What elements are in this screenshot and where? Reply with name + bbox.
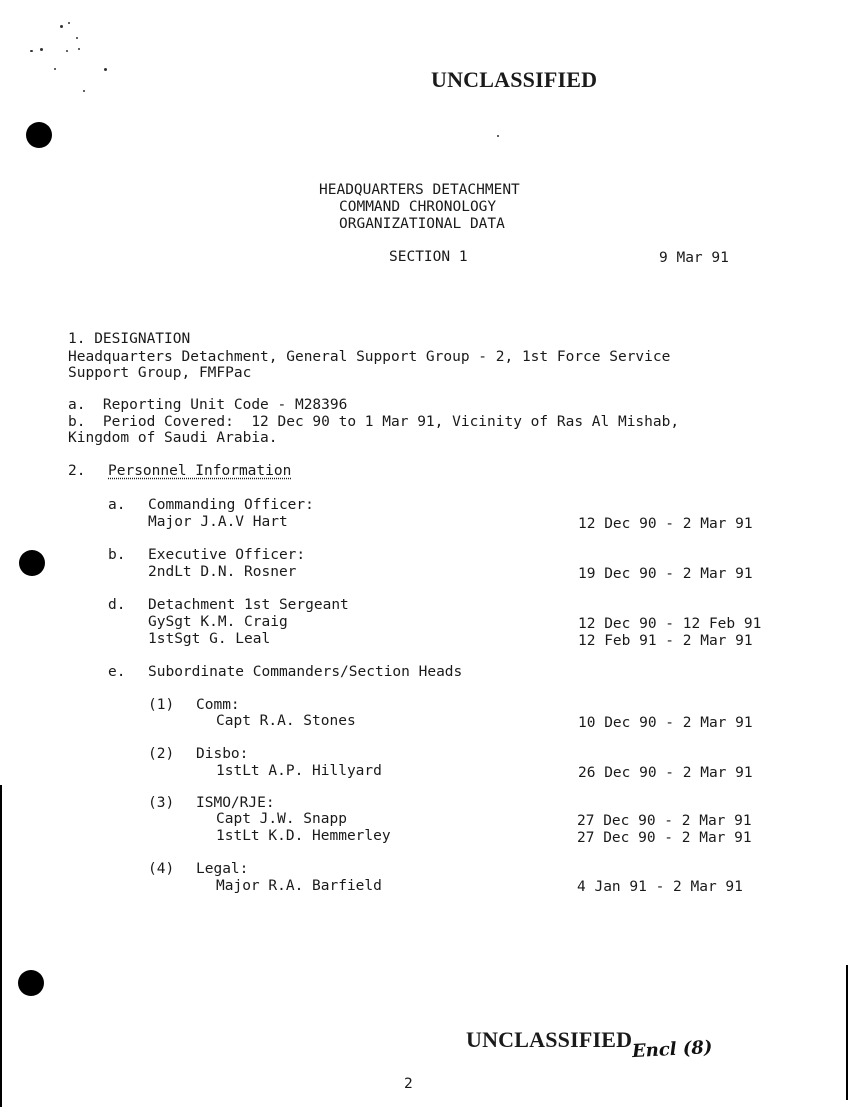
ismo-number: (3)	[148, 795, 175, 811]
doc-title-line-2: COMMAND CHRONOLOGY	[339, 199, 497, 215]
disbo-number: (2)	[148, 746, 175, 762]
comm-name: Capt R.A. Stones	[216, 713, 356, 729]
ismo-name: 1stLt K.D. Hemmerley	[216, 828, 391, 844]
personnel-number: 2.	[68, 463, 86, 479]
xo-dates: 19 Dec 90 - 2 Mar 91	[578, 566, 753, 582]
punch-hole-top	[26, 122, 52, 148]
first-sgt-name: GySgt K.M. Craig	[148, 614, 288, 630]
section-label: SECTION 1	[389, 249, 468, 265]
scan-speck	[83, 90, 85, 92]
ismo-name: Capt J.W. Snapp	[216, 811, 347, 827]
subordinate-letter: e.	[108, 664, 126, 680]
scan-edge-left	[0, 785, 2, 1107]
comm-number: (1)	[148, 697, 175, 713]
scan-speck	[54, 68, 56, 70]
co-dates: 12 Dec 90 - 2 Mar 91	[578, 516, 753, 532]
designation-heading: 1. DESIGNATION	[68, 331, 191, 347]
scan-speck	[68, 22, 70, 24]
co-title: Commanding Officer:	[148, 497, 314, 513]
first-sgt-dates: 12 Feb 91 - 2 Mar 91	[578, 633, 753, 649]
legal-dates: 4 Jan 91 - 2 Mar 91	[577, 879, 743, 895]
xo-name: 2ndLt D.N. Rosner	[148, 564, 297, 580]
co-name: Major J.A.V Hart	[148, 514, 288, 530]
scan-speck	[30, 50, 33, 52]
scan-speck	[104, 68, 107, 71]
personnel-heading: Personnel Information	[108, 463, 292, 479]
handwritten-enclosure-note: Encl (8)	[631, 1036, 713, 1063]
first-sgt-letter: d.	[108, 597, 126, 613]
classification-top: UNCLASSIFIED	[431, 67, 598, 92]
legal-number: (4)	[148, 861, 175, 877]
scan-speck	[66, 50, 68, 52]
doc-title-line-1: HEADQUARTERS DETACHMENT	[319, 182, 520, 198]
scan-speck	[497, 135, 499, 137]
document-date: 9 Mar 91	[659, 250, 729, 266]
punch-hole-bottom	[18, 970, 44, 996]
period-covered-line-1: b. Period Covered: 12 Dec 90 to 1 Mar 91, Vicinity of Ras Al Mishab,	[68, 414, 680, 430]
co-letter: a.	[108, 497, 126, 513]
scan-speck	[40, 48, 43, 51]
disbo-dates: 26 Dec 90 - 2 Mar 91	[578, 765, 753, 781]
page-number: 2	[404, 1076, 413, 1092]
ismo-dates: 27 Dec 90 - 2 Mar 91	[577, 813, 752, 829]
disbo-label: Disbo:	[196, 746, 249, 762]
scan-edge-right	[846, 965, 848, 1100]
disbo-name: 1stLt A.P. Hillyard	[216, 763, 382, 779]
designation-line-2: Support Group, FMFPac	[68, 365, 252, 381]
period-covered-line-2: Kingdom of Saudi Arabia.	[68, 430, 278, 446]
designation-line-1: Headquarters Detachment, General Support Group - 2, 1st Force Service	[68, 349, 671, 365]
reporting-unit-code: a. Reporting Unit Code - M28396	[68, 397, 348, 413]
legal-label: Legal:	[196, 861, 249, 877]
scan-speck	[60, 25, 63, 28]
legal-name: Major R.A. Barfield	[216, 878, 382, 894]
scan-speck	[76, 37, 78, 39]
comm-dates: 10 Dec 90 - 2 Mar 91	[578, 715, 753, 731]
first-sgt-dates: 12 Dec 90 - 12 Feb 91	[578, 616, 762, 632]
xo-letter: b.	[108, 547, 126, 563]
classification-bottom: UNCLASSIFIED	[466, 1027, 633, 1052]
comm-label: Comm:	[196, 697, 240, 713]
scan-speck	[78, 48, 80, 50]
punch-hole-middle	[19, 550, 45, 576]
xo-title: Executive Officer:	[148, 547, 306, 563]
first-sgt-name: 1stSgt G. Leal	[148, 631, 271, 647]
first-sgt-title: Detachment 1st Sergeant	[148, 597, 349, 613]
subordinate-title: Subordinate Commanders/Section Heads	[148, 664, 463, 680]
doc-title-line-3: ORGANIZATIONAL DATA	[339, 216, 505, 232]
ismo-label: ISMO/RJE:	[196, 795, 275, 811]
ismo-dates: 27 Dec 90 - 2 Mar 91	[577, 830, 752, 846]
